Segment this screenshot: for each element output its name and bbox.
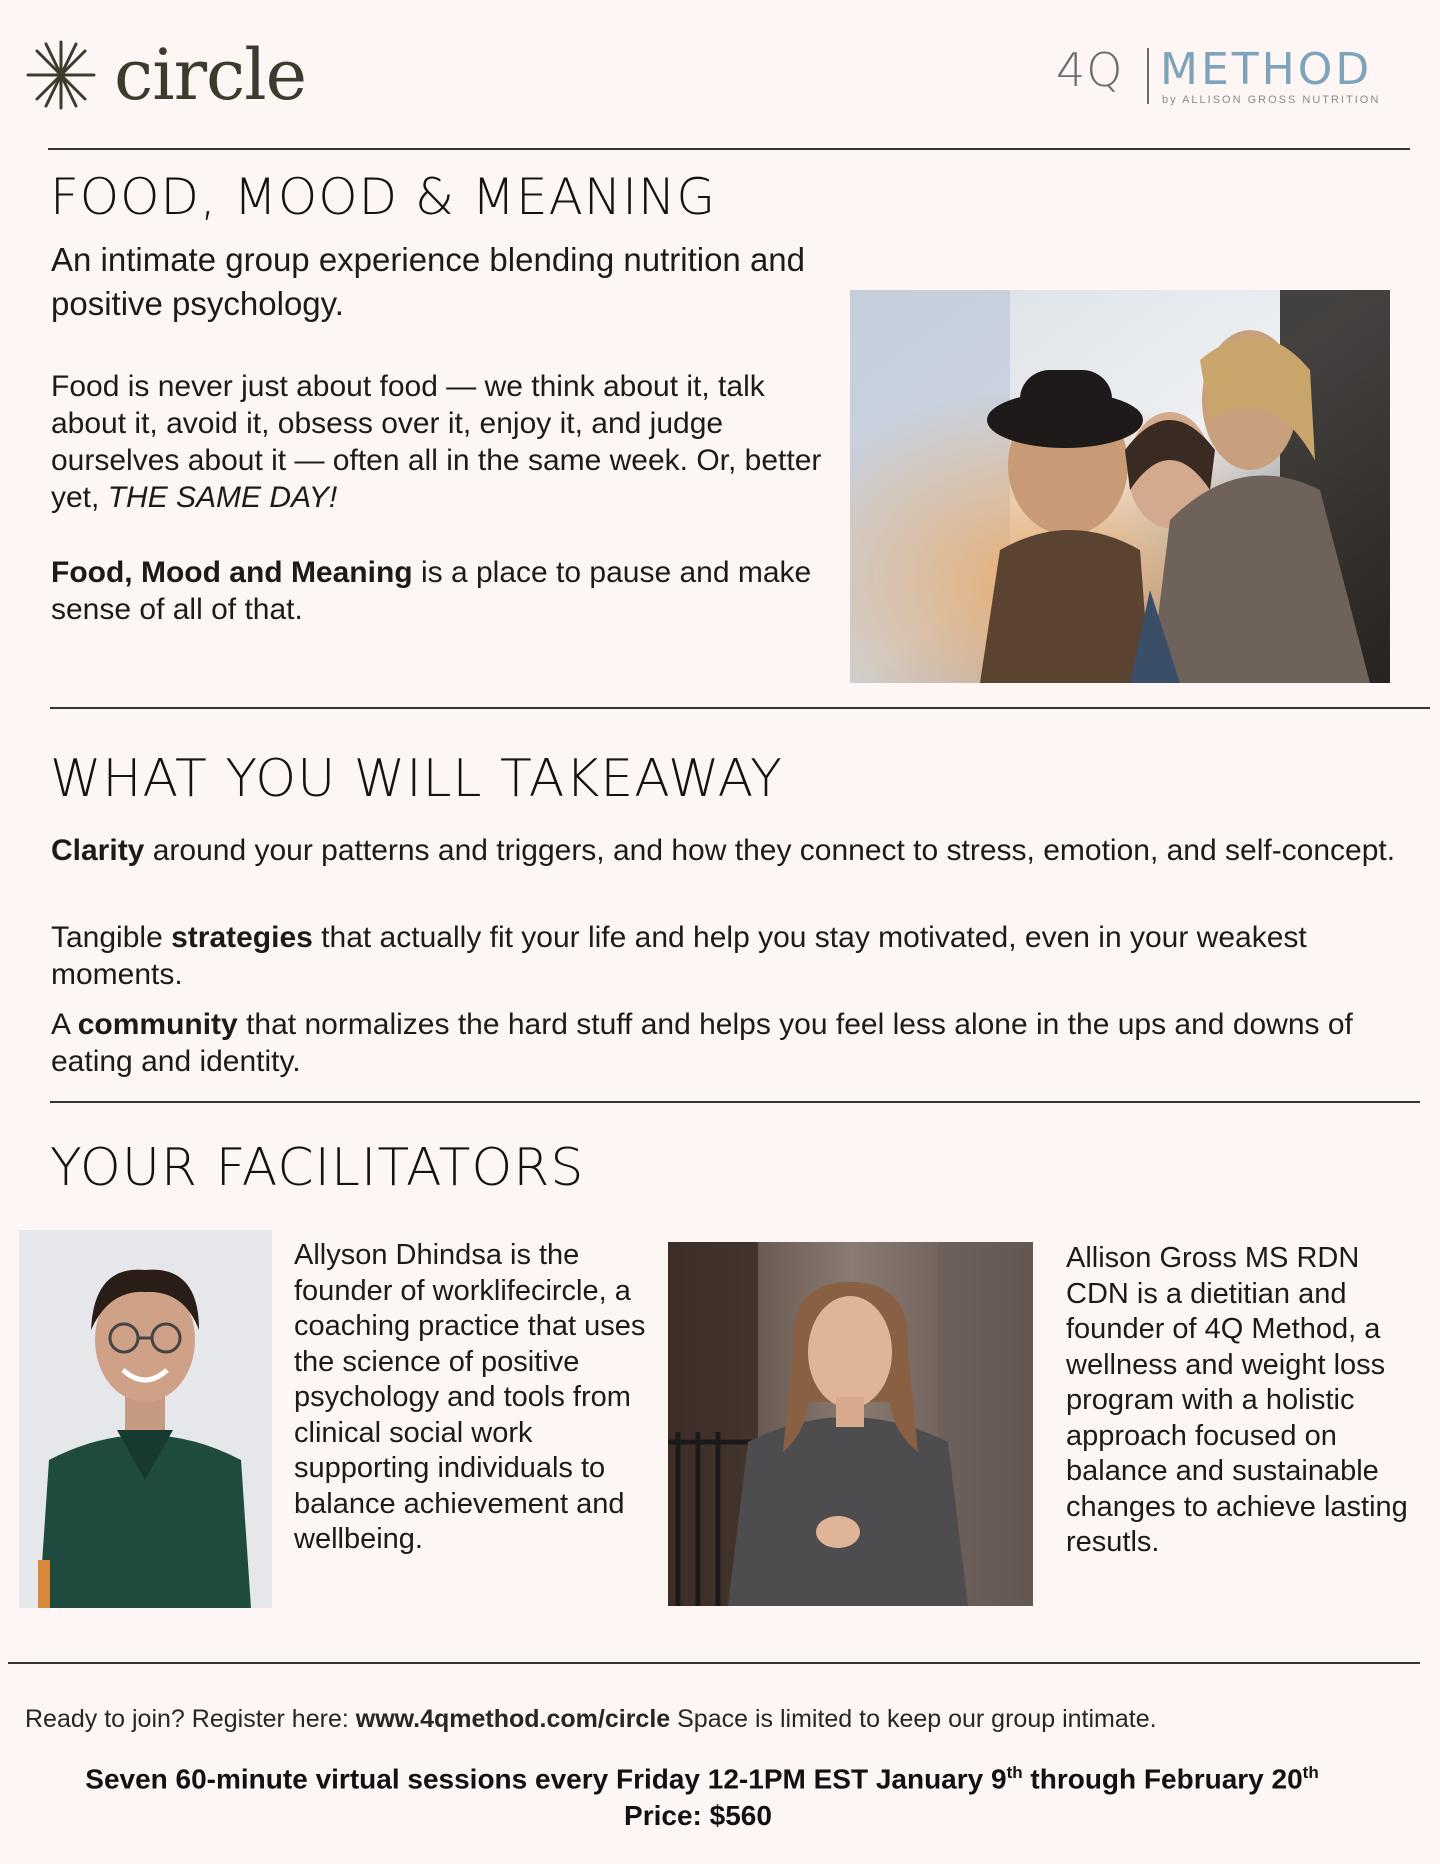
4q-method-logo [1056,44,1396,110]
takeaway-item: A community that normalizes the hard stuff and helps you feel less alone in the ups and downs of eating and identity. [51,1008,1353,1078]
logo-divider [1147,48,1149,104]
circle-logo [24,30,306,120]
intro-paragraph-1: Food is never just about food — we think about it, talk about it, avoid it, obsess over it, enjoy it, and judge ourselves about it — often all in the same week. Or, better yet, THE SAME DAY! [51,370,822,514]
4q-logo-prefix: 4Q [1056,43,1124,97]
allyson-dhindsa-photo [19,1230,272,1608]
intro-paragraph-2: Food, Mood and Meaning is a place to pause and make sense of all of that. [51,556,812,626]
circle-logo-text: circle [114,34,307,116]
takeaway-title: WHAT YOU WILL TAKEAWAY [50,749,783,809]
intro-divider [50,707,1430,709]
method-logo-byline: by ALLISON GROSS NUTRITION [1162,94,1381,106]
facilitators-divider [8,1662,1420,1664]
program-name-bold: Food, Mood and Meaning [51,556,413,589]
price-line: Price: $560 [624,1800,772,1831]
sessions-line: Seven 60-minute virtual sessions every Friday 12-1PM EST January 9th through February 20th [85,1763,1319,1795]
intro-title: FOOD, MOOD & MEANING [50,168,717,226]
asterisk-logo-icon [24,38,98,112]
takeaway-divider [50,1101,1420,1103]
register-link[interactable]: www.4qmethod.com/circle [355,1705,671,1733]
header-divider [48,148,1410,150]
facilitators-title: YOUR FACILITATORS [50,1138,585,1198]
intro-subtitle: An intimate group experience blending nutrition and positive psychology. [51,241,806,322]
register-line: Ready to join? Register here: www.4qmethod.com/circle Space is limited to keep our group intimate. [25,1705,1157,1733]
allison-gross-photo [668,1242,1033,1606]
allyson-dhindsa-bio: Allyson Dhindsa is the founder of worklifecircle, a coaching practice that uses the science of positive psychology and tools from clinical social work supporting individuals to balance achievement and wellbeing. [294,1239,646,1555]
method-logo-name: METHOD [1160,44,1373,95]
allison-gross-bio: Allison Gross MS RDN CDN is a dietitian and founder of 4Q Method, a wellness and weight loss program with a holistic approach focused on balance and sustainable changes to achieve lasting resutls. [1066,1242,1408,1558]
takeaway-item: Tangible strategies that actually fit your life and help you stay motivated, even in your weakest moments. [51,921,1307,991]
same-day-emphasis: THE SAME DAY! [107,481,338,514]
takeaway-item: Clarity around your patterns and triggers, and how they connect to stress, emotion, and self-concept. [51,834,1396,867]
group-photo [850,290,1390,683]
